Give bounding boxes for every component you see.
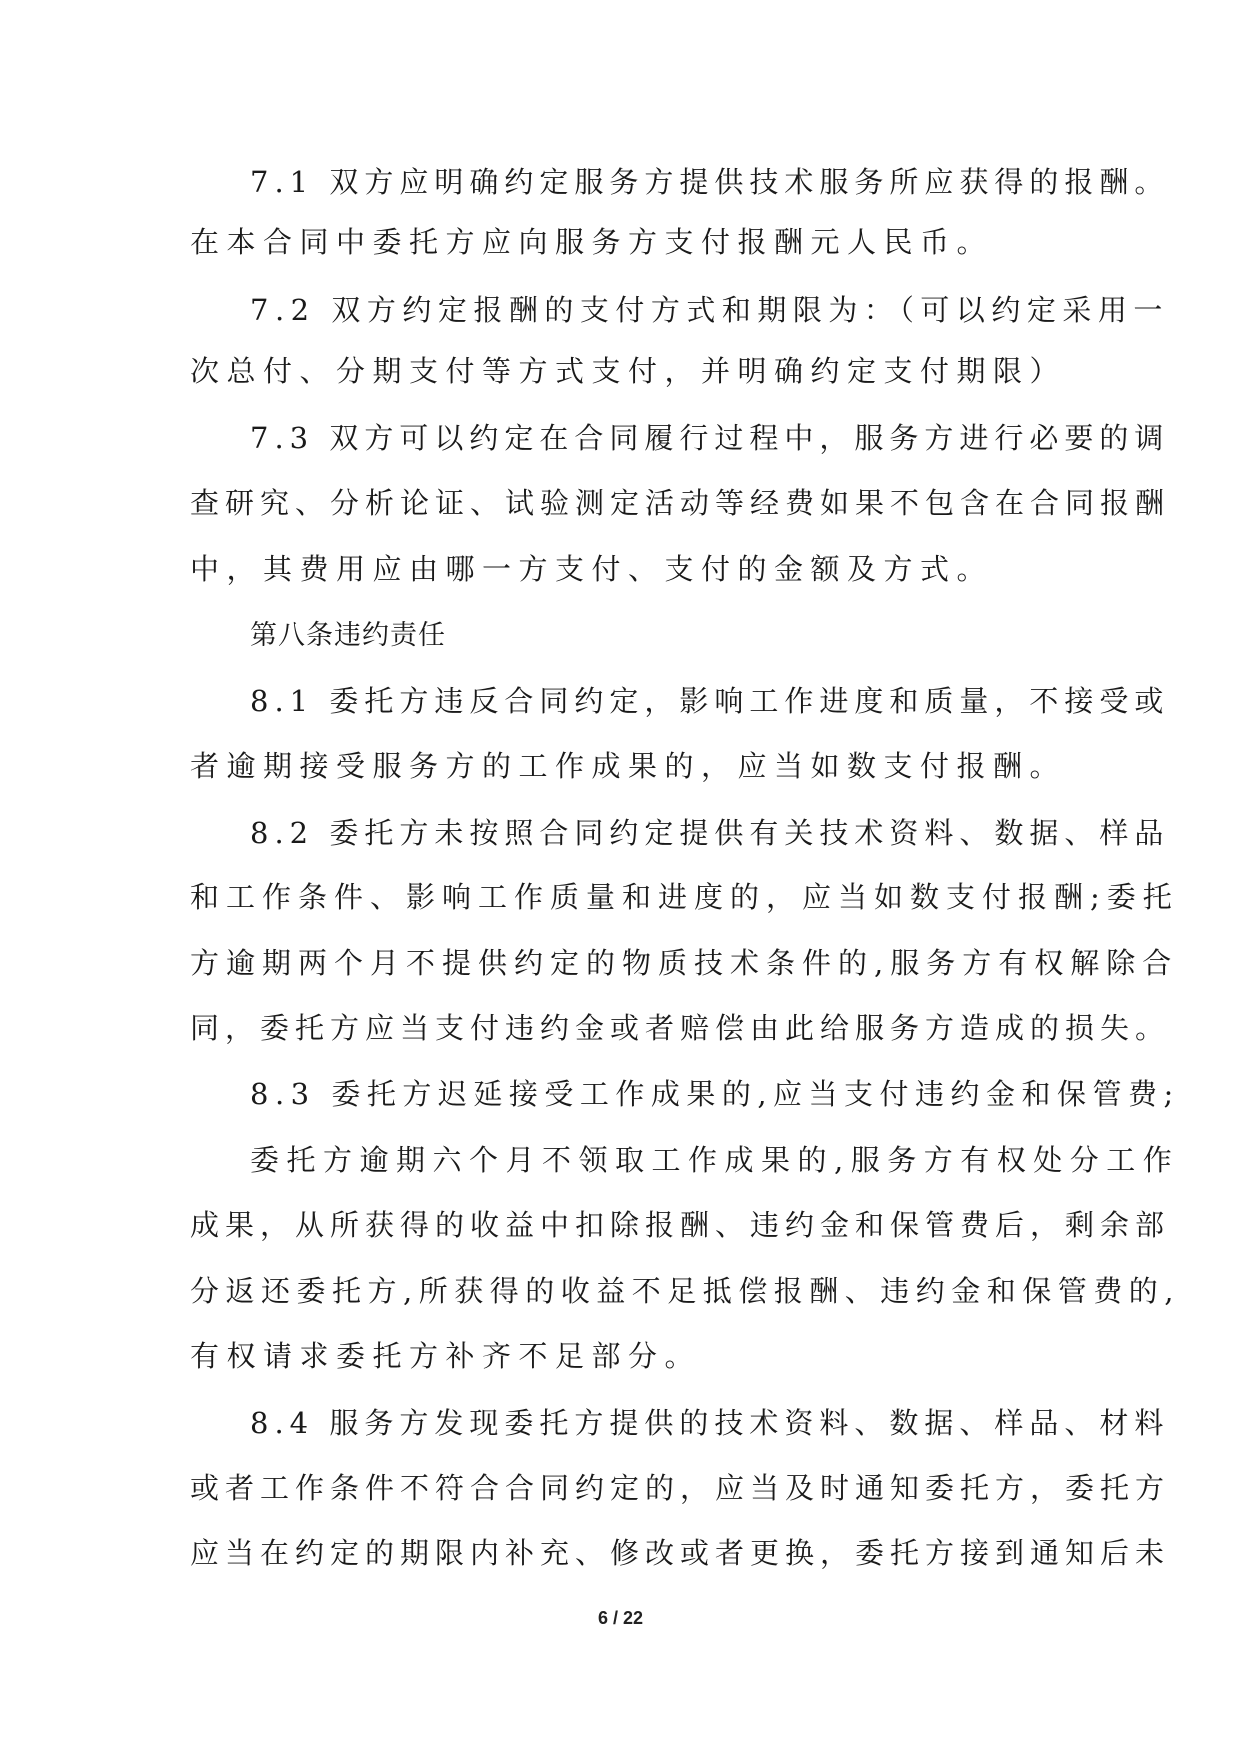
- text-line: 7.1 双方应明确约定服务方提供技术服务所应获得的报酬。: [250, 165, 1170, 199]
- text-line: 者逾期接受服务方的工作成果的，应当如数支付报酬。: [190, 749, 1067, 783]
- text-line: 有权请求委托方补齐不足部分。: [190, 1339, 702, 1373]
- text-line: 应当在约定的期限内补充、修改或者更换，委托方接到通知后未: [190, 1536, 1171, 1570]
- text-line: 分返还委托方,所获得的收益不足抵偿报酬、违约金和保管费的,: [190, 1274, 1180, 1308]
- text-line: 8.4 服务方发现委托方提供的技术资料、数据、样品、材料: [250, 1406, 1170, 1440]
- text-line: 8.1 委托方违反合同约定，影响工作进度和质量，不接受或: [250, 684, 1170, 718]
- text-line: 7.2 双方约定报酬的支付方式和期限为：（可以约定采用一: [250, 293, 1169, 327]
- text-line: 8.2 委托方未按照合同约定提供有关技术资料、数据、样品: [250, 816, 1170, 850]
- text-line: 方逾期两个月不提供约定的物质技术条件的,服务方有权解除合: [190, 946, 1179, 980]
- text-line: 或者工作条件不符合合同约定的，应当及时通知委托方，委托方: [190, 1471, 1171, 1505]
- text-line: 查研究、分析论证、试验测定活动等经费如果不包含在合同报酬: [190, 486, 1171, 520]
- text-line: 8.3 委托方迟延接受工作成果的,应当支付违约金和保管费;: [250, 1077, 1180, 1111]
- text-line: 成果，从所获得的收益中扣除报酬、违约金和保管费后，剩余部: [190, 1208, 1171, 1242]
- section-heading: 第八条违约责任: [250, 620, 446, 651]
- text-line: 和工作条件、影响工作质量和进度的，应当如数支付报酬;委托: [190, 880, 1179, 914]
- text-line: 次总付、分期支付等方式支付，并明确约定支付期限）: [190, 354, 1067, 388]
- text-line: 同，委托方应当支付违约金或者赔偿由此给服务方造成的损失。: [190, 1011, 1171, 1045]
- text-line: 委托方逾期六个月不领取工作成果的,服务方有权处分工作: [250, 1143, 1180, 1177]
- text-line: 在本合同中委托方应向服务方支付报酬元人民币。: [190, 225, 994, 259]
- text-line: 中，其费用应由哪一方支付、支付的金额及方式。: [190, 552, 994, 586]
- page-number: 6 / 22: [597, 1608, 644, 1628]
- text-line: 7.3 双方可以约定在合同履行过程中，服务方进行必要的调: [250, 421, 1170, 455]
